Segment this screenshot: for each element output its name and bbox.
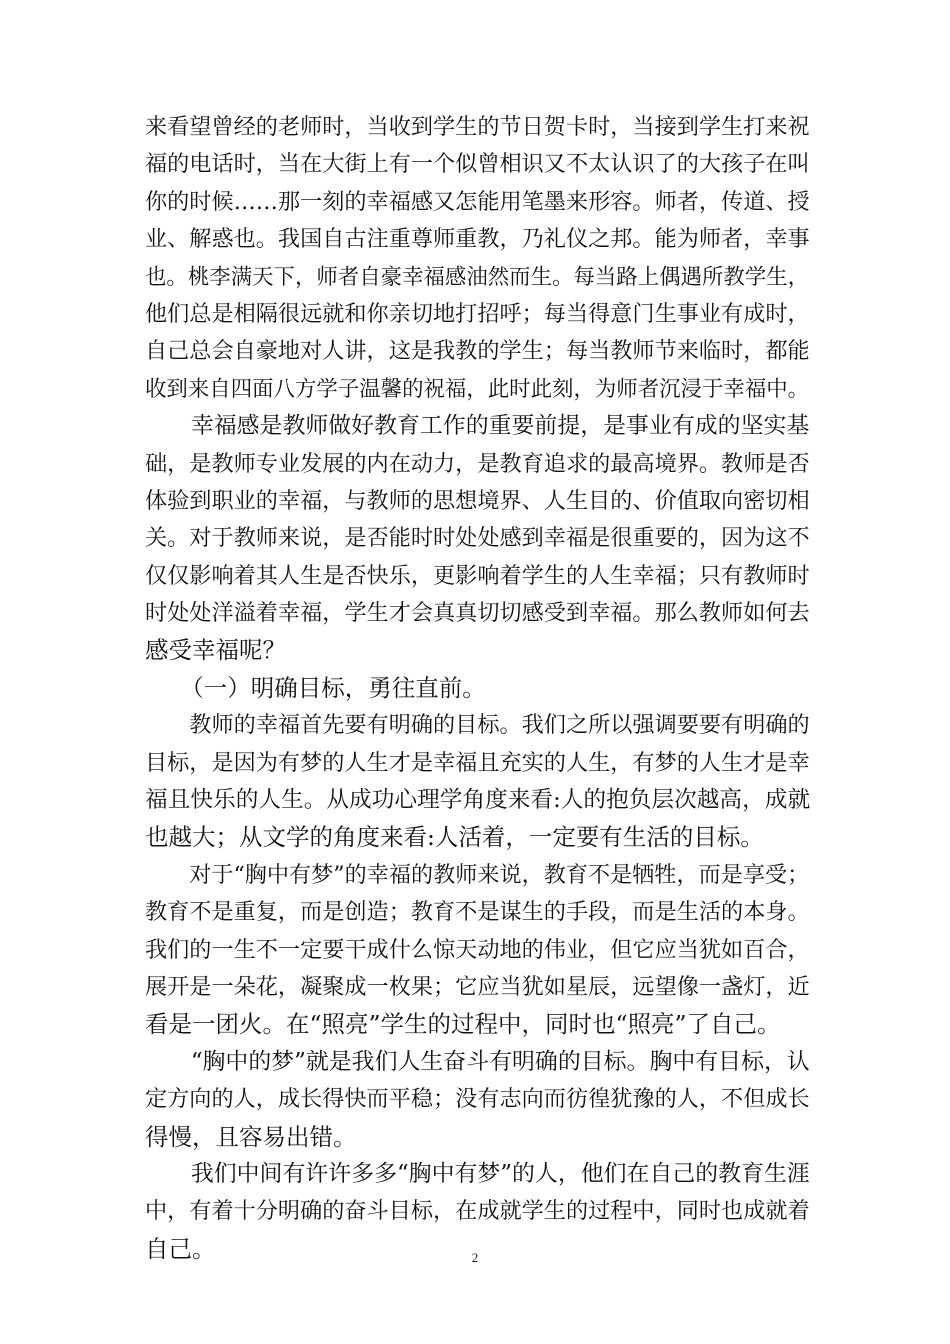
text-line: 幸福感是教师做好教育工作的重要前提，是事业有成的坚实基 [145,413,810,440]
text-line: 自己总会自豪地对人讲，这是我教的学生；每当教师节来临时，都能 [145,338,810,365]
text-line: “胸中的梦”就是我们人生奋斗有明确的目标。胸中有目标，认 [145,1048,810,1075]
text-line: 教师的幸福首先要有明确的目标。我们之所以强调要要有明确的 [145,712,810,739]
text-line: 础，是教师专业发展的内在动力，是教育追求的最高境界。教师是否 [145,450,810,477]
text-line: 感受幸福呢？ [145,636,286,665]
text-line: 也越大；从文学的角度来看:人活着，一定要有生活的目标。 [145,823,764,852]
text-line: 仅仅影响着其人生是否快乐，更影响着学生的人生幸福；只有教师时 [145,562,810,589]
text-line: 定方向的人，成长得快而平稳；没有志向而彷徨犹豫的人，不但成长 [145,1086,810,1113]
text-line: 也。桃李满天下，师者自豪幸福感油然而生。每当路上偶遇所教学生， [145,264,810,290]
text-line: 业、解惑也。我国自古注重尊师重教，乃礼仪之邦。能为师者，幸事 [145,226,810,253]
text-line: 体验到职业的幸福，与教师的思想境界、人生目的、价值取向密切相 [145,487,810,514]
text-line: 你的时候……那一刻的幸福感又怎能用笔墨来形容。师者，传道、授 [145,188,810,215]
text-line: 自己。 [145,1234,216,1263]
text-line: 得慢，且容易出错。 [145,1122,357,1151]
text-line: 中，有着十分明确的奋斗目标，在成就学生的过程中，同时也成就着 [145,1198,810,1225]
text-line: （一）明确目标，勇往直前。 [145,673,486,702]
text-line: 来看望曾经的老师时，当收到学生的节日贺卡时，当接到学生打来祝 [145,114,810,140]
text-line: 对于“胸中有梦”的幸福的教师来说，教育不是牺牲，而是享受； [145,861,810,888]
text-line: 收到来自四面八方学子温馨的祝福，此时此刻，为师者沉浸于幸福中。 [145,376,810,402]
text-line: 福且快乐的人生。从成功心理学角度来看:人的抱负层次越高，成就 [145,787,811,814]
text-line: 时处处洋溢着幸福，学生才会真真切切感受到幸福。那么教师如何去 [145,600,810,627]
text-line: 我们中间有许许多多“胸中有梦”的人，他们在自己的教育生涯 [145,1160,810,1187]
text-line: 他们总是相隔很远就和你亲切地打招呼；每当得意门生事业有成时， [145,300,810,327]
page-number: 2 [471,1250,479,1265]
text-line: 我们的一生不一定要干成什么惊天动地的伟业，但它应当犹如百合， [145,936,810,963]
text-line: 教育不是重复，而是创造；教育不是谋生的手段，而是生活的本身。 [145,899,810,926]
text-line: 关。对于教师来说，是否能时时处处感到幸福是很重要的，因为这不 [145,525,810,552]
text-line: 福的电话时，当在大街上有一个似曾相识又不太认识了的大孩子在叫 [145,151,810,178]
text-line: 展开是一朵花，凝聚成一枚果；它应当犹如星辰，远望像一盏灯，近 [145,973,810,1000]
text-line: 看是一团火。在“照亮”学生的过程中，同时也“照亮”了自己。 [145,1010,781,1039]
document-body [145,109,810,1268]
text-line: 目标，是因为有梦的人生才是幸福且充实的人生，有梦的人生才是幸 [145,749,810,776]
